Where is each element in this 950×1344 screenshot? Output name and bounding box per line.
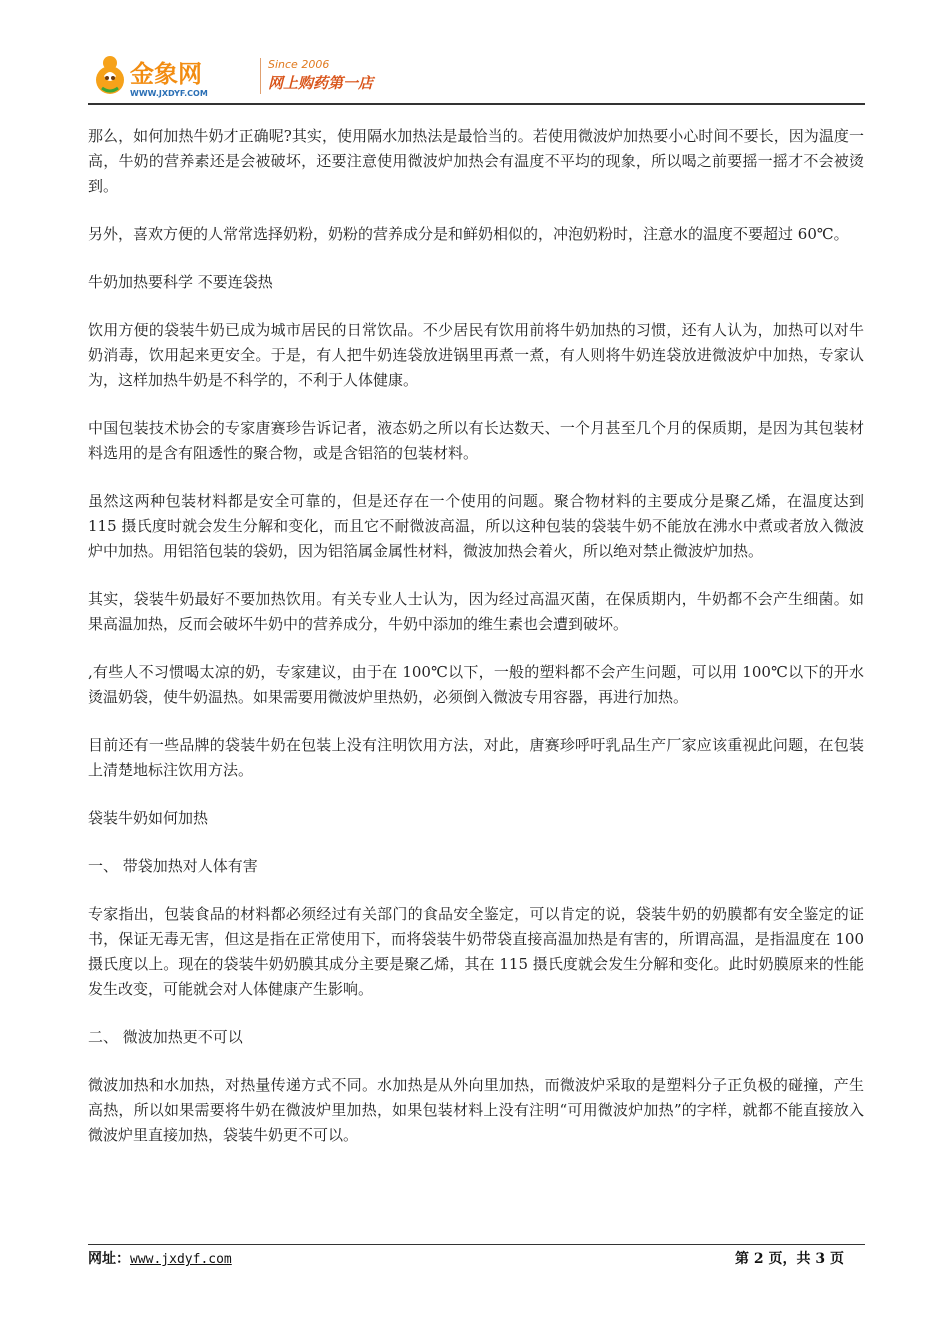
logo-url: WWW.JXDYF.COM [130,89,208,98]
paragraph: 微波加热和水加热，对热量传递方式不同。水加热是从外向里加热，而微波炉采取的是塑料分子正负极的碰撞，产生高热，所以如果需要将牛奶在微波炉里加热，如果包装材料上没有注明“可用微波炉加热”的字样，就都不能直接放入微波炉里直接加热，袋装牛奶更不可以。 [88,1076,864,1144]
paragraph: 另外，喜欢方便的人常常选择奶粉，奶粉的营养成分是和鲜奶相似的，冲泡奶粉时，注意水的温度不要超过 60℃。 [88,225,849,243]
subheading: 一、 带袋加热对人体有害 [88,857,258,875]
paragraph: 虽然这两种包装材料都是安全可靠的，但是还存在一个使用的问题。聚合物材料的主要成分是聚乙烯，在温度达到 115 摄氏度时就会发生分解和变化，而且它不耐微波高温，所以这种包装的袋装牛奶不能放在沸水中煮或者放入微波炉中加热。用铝箔包装的袋奶，因为铝箔属金属性材料，微波加热会着火，所以绝对禁止微波炉加热。 [88,492,864,560]
section-heading: 袋装牛奶如何加热 [88,809,209,827]
footer-url-block [88,1248,232,1268]
paragraph: ,有些人不习惯喝太凉的奶，专家建议，由于在 100℃以下，一般的塑料都不会产生问题，可以用 100℃以下的开水烫温奶袋，使牛奶温热。如果需要用微波炉里热奶，必须倒入微波专用容器，再进行加热。 [88,663,864,706]
site-link[interactable]: www.jxdyf.com [130,1252,232,1267]
page-header [88,52,864,104]
paragraph: 目前还有一些品牌的袋装牛奶在包装上没有注明饮用方法，对此，唐赛珍呼吁乳品生产厂家应该重视此问题，在包装上清楚地标注饮用方法。 [88,736,864,779]
header-rule [88,103,865,105]
footer-rule [88,1244,865,1245]
article-body [88,124,864,1171]
page-footer [88,1248,864,1270]
logo-divider [260,58,261,94]
page-number: 第 2 页，共 3 页 [735,1251,844,1267]
paragraph: 其实，袋装牛奶最好不要加热饮用。有关专业人士认为，因为经过高温灭菌，在保质期内，牛奶都不会产生细菌。如果高温加热，反而会破坏牛奶中的营养成分，牛奶中添加的维生素也会遭到破坏。 [88,590,864,633]
paragraph: 中国包装技术协会的专家唐赛珍告诉记者，液态奶之所以有长达数天、一个月甚至几个月的保质期，是因为其包装材料选用的是含有阻透性的聚合物，或是含铝箔的包装材料。 [88,419,864,462]
section-heading: 牛奶加热要科学 不要连袋热 [88,273,273,291]
slogan: 网上购药第一店 [268,74,374,92]
logo-text: 金象网 [130,60,202,88]
paragraph: 专家指出，包装食品的材料都必须经过有关部门的食品安全鉴定，可以肯定的说，袋装牛奶的奶膜都有安全鉴定的证书，保证无毒无害，但这是指在正常使用下，而将袋装牛奶带袋直接高温加热是有害的，所谓高温，是指温度在 100 摄氏度以上。现在的袋装牛奶奶膜其成分主要是聚乙烯，其在 115 摄氏度就会发生分解和变化。此时奶膜原来的性能发生改变，可能就会对人体健康产生影响。 [88,905,864,998]
paragraph: 饮用方便的袋装牛奶已成为城市居民的日常饮品。不少居民有饮用前将牛奶加热的习惯，还有人认为，加热可以对牛奶消毒，饮用起来更安全。于是，有人把牛奶连袋放进锅里再煮一煮，有人则将牛奶连袋放进微波炉中加热，专家认为，这样加热牛奶是不科学的，不利于人体健康。 [88,321,864,389]
since-label: Since 2006 [268,58,330,71]
subheading: 二、 微波加热更不可以 [88,1028,243,1046]
jxdyf-logo[interactable] [88,52,256,100]
url-label: 网址： [88,1251,130,1267]
paragraph: 那么，如何加热牛奶才正确呢?其实，使用隔水加热法是最恰当的。若使用微波炉加热要小心时间不要长，因为温度一高，牛奶的营养素还是会被破坏，还要注意使用微波炉加热会有温度不平均的现象，所以喝之前要摇一摇才不会被烫到。 [88,127,864,195]
